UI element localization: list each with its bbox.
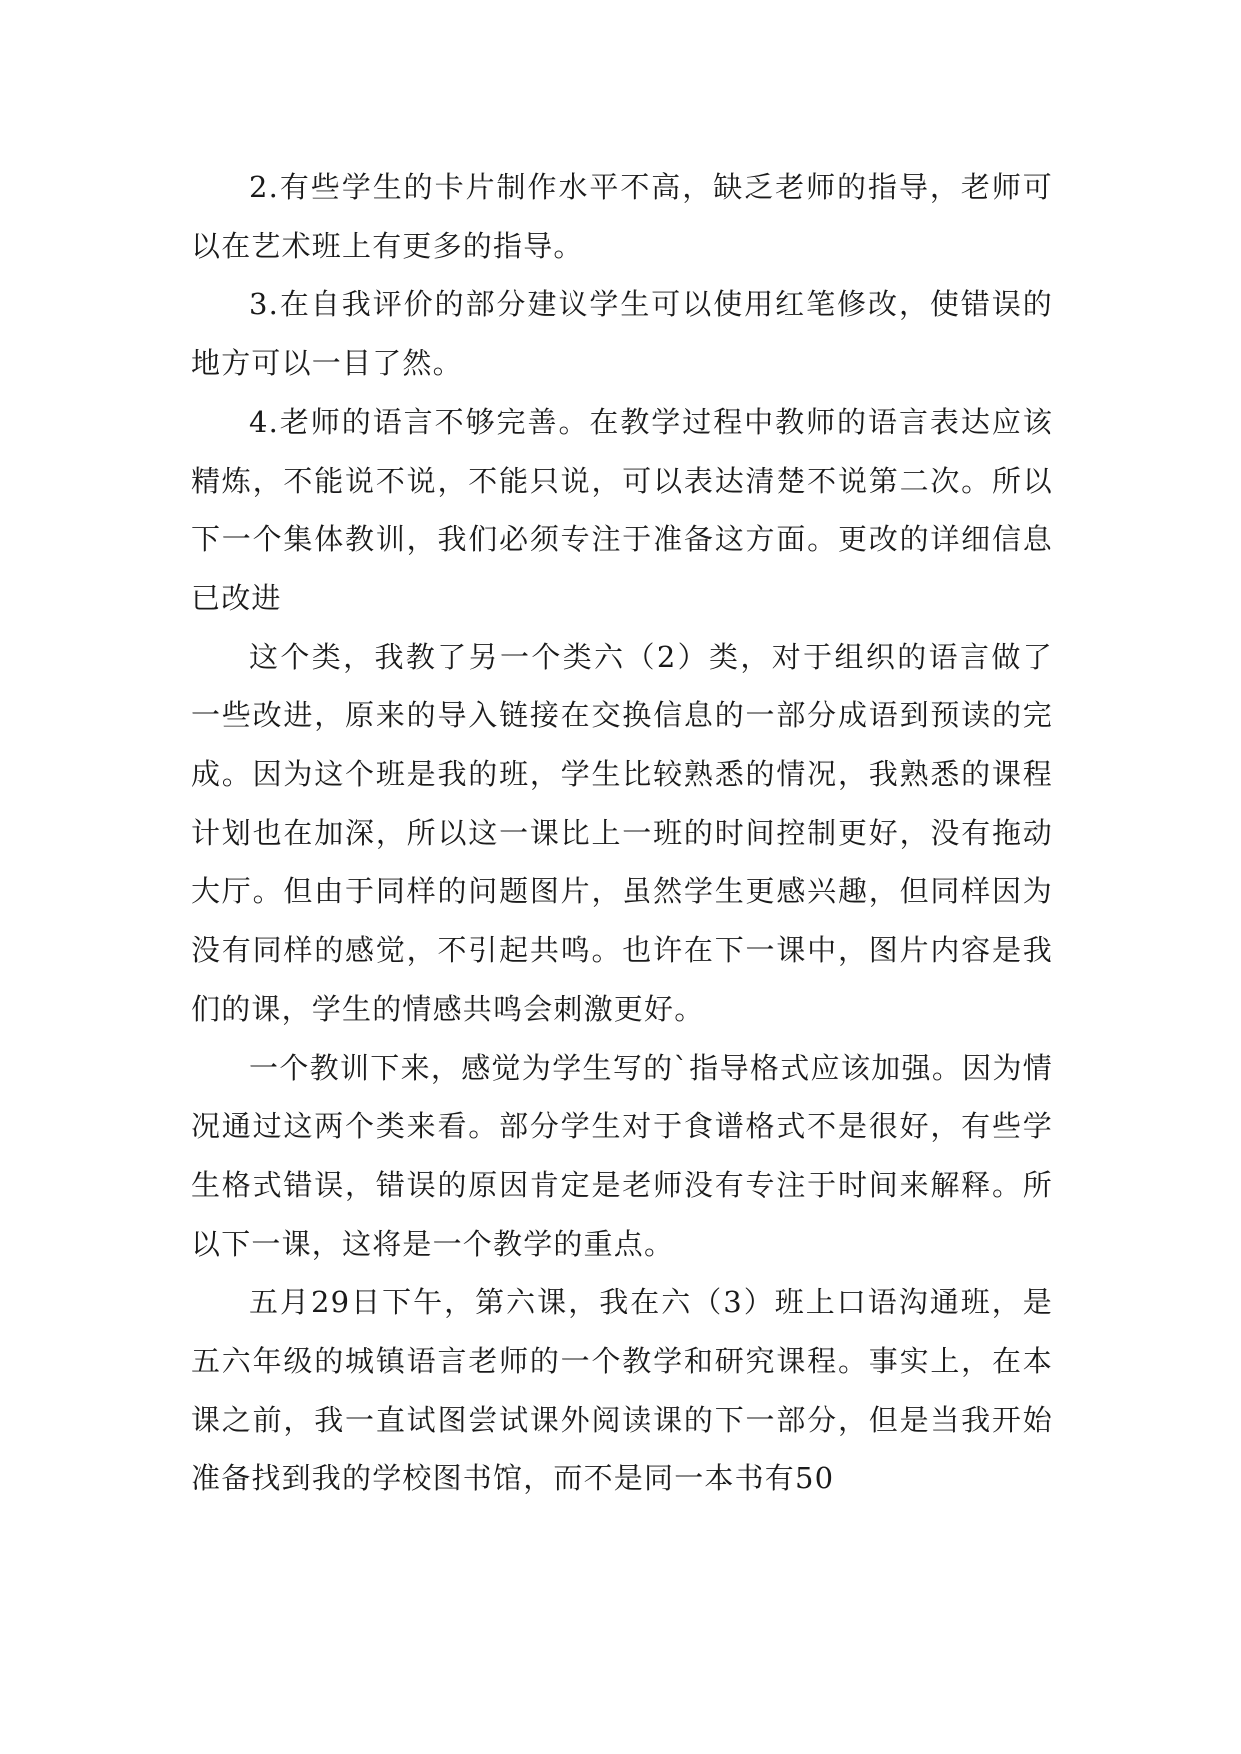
paragraph-item-4: 4.老师的语言不够完善。在教学过程中教师的语言表达应该精炼，不能说不说，不能只说，可以表达清楚不说第二次。所以下一个集体教训，我们必须专注于准备这方面。更改的详细信息已改进 bbox=[191, 404, 1053, 615]
paragraph-class-six-2-reflection: 这个类，我教了另一个类六（2）类，对于组织的语言做了一些改进，原来的导入链接在交换信息的一部分成语到预读的完成。因为这个班是我的班，学生比较熟悉的情况，我熟悉的课程计划也在加深，所以这一课比上一班的时间控制更好，没有拖动大厅。但由于同样的问题图片，虽然学生更感兴趣，但同样因为没有同样的感觉，不引起共鸣。也许在下一课中，图片内容是我们的课，学生的情感共鸣会刺激更好。 bbox=[191, 639, 1053, 1026]
paragraph-may-29-lesson: 五月29日下午，第六课，我在六（3）班上口语沟通班，是五六年级的城镇语言老师的一个教学和研究课程。事实上，在本课之前，我一直试图尝试课外阅读课的下一部分，但是当我开始准备找到我的学校图书馆，而不是同一本书有50 bbox=[191, 1285, 1053, 1496]
paragraph-lesson-takeaway: 一个教训下来，感觉为学生写的`指导格式应该加强。因为情况通过这两个类来看。部分学生对于食谱格式不是很好，有些学生格式错误，错误的原因肯定是老师没有专注于时间来解释。所以下一课，这将是一个教学的重点。 bbox=[191, 1050, 1053, 1261]
paragraph-item-3: 3.在自我评价的部分建议学生可以使用红笔修改，使错误的地方可以一目了然。 bbox=[191, 287, 1053, 381]
document-body bbox=[191, 158, 1053, 1508]
paragraph-item-2: 2.有些学生的卡片制作水平不高，缺乏老师的指导，老师可以在艺术班上有更多的指导。 bbox=[191, 170, 1053, 263]
